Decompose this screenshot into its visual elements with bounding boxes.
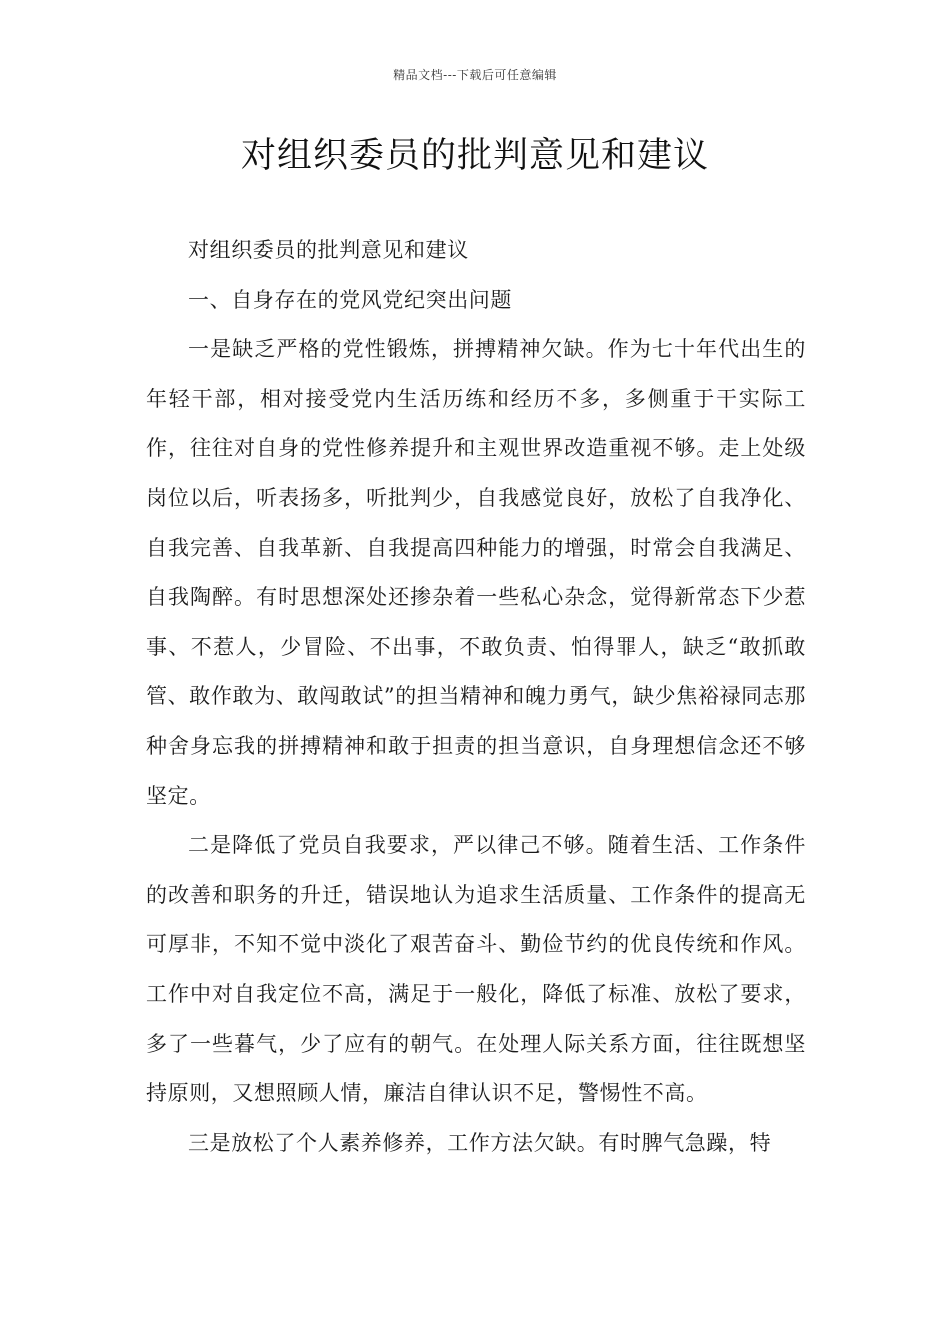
paragraph-point-one: 一是缺乏严格的党性锻炼，拼搏精神欠缺。作为七十年代出生的年轻干部，相对接受党内生活历练和经历不多，多侧重于干实际工作，往往对自身的党性修养提升和主观世界改造重视不够。走上处级岗位以后，听表扬多，听批判少，自我感觉良好，放松了自我净化、自我完善、自我革新、自我提高四种能力的增强，时常会自我满足、自我陶醉。有时思想深处还掺杂着一些私心杂念，觉得新常态下少惹事、不惹人，少冒险、不出事，不敢负责、怕得罪人，缺乏“敢抓敢管、敢作敢为、敢闯敢试”的担当精神和魄力勇气，缺少焦裕禄同志那种舍身忘我的拼搏精神和敢于担责的担当意识，自身理想信念还不够坚定。 <box>146 337 806 808</box>
document-title: 对组织委员的批判意见和建议 <box>240 136 709 176</box>
paragraph-point-two: 二是降低了党员自我要求，严以律己不够。随着生活、工作条件的改善和职务的升迁，错误地认为追求生活质量、工作条件的提高无可厚非，不知不觉中淡化了艰苦奋斗、勤俭节约的优良传统和作风。工作中对自我定位不高，满足于一般化，降低了标准、放松了要求，多了一些暮气，少了应有的朝气。在处理人际关系方面，往往既想坚持原则，又想照顾人情，廉洁自律认识不足，警惕性不高。 <box>146 833 806 1106</box>
paragraph-section-heading: 一、自身存在的党风党纪突出问题 <box>188 287 512 312</box>
paragraph-subtitle: 对组织委员的批判意见和建议 <box>188 238 469 262</box>
header-note: 精品文档---下载后可任意编辑 <box>393 68 557 82</box>
paragraph-point-three: 三是放松了个人素养修养，工作方法欠缺。有时脾气急躁，特 <box>188 1130 772 1155</box>
document-body <box>146 226 806 1168</box>
